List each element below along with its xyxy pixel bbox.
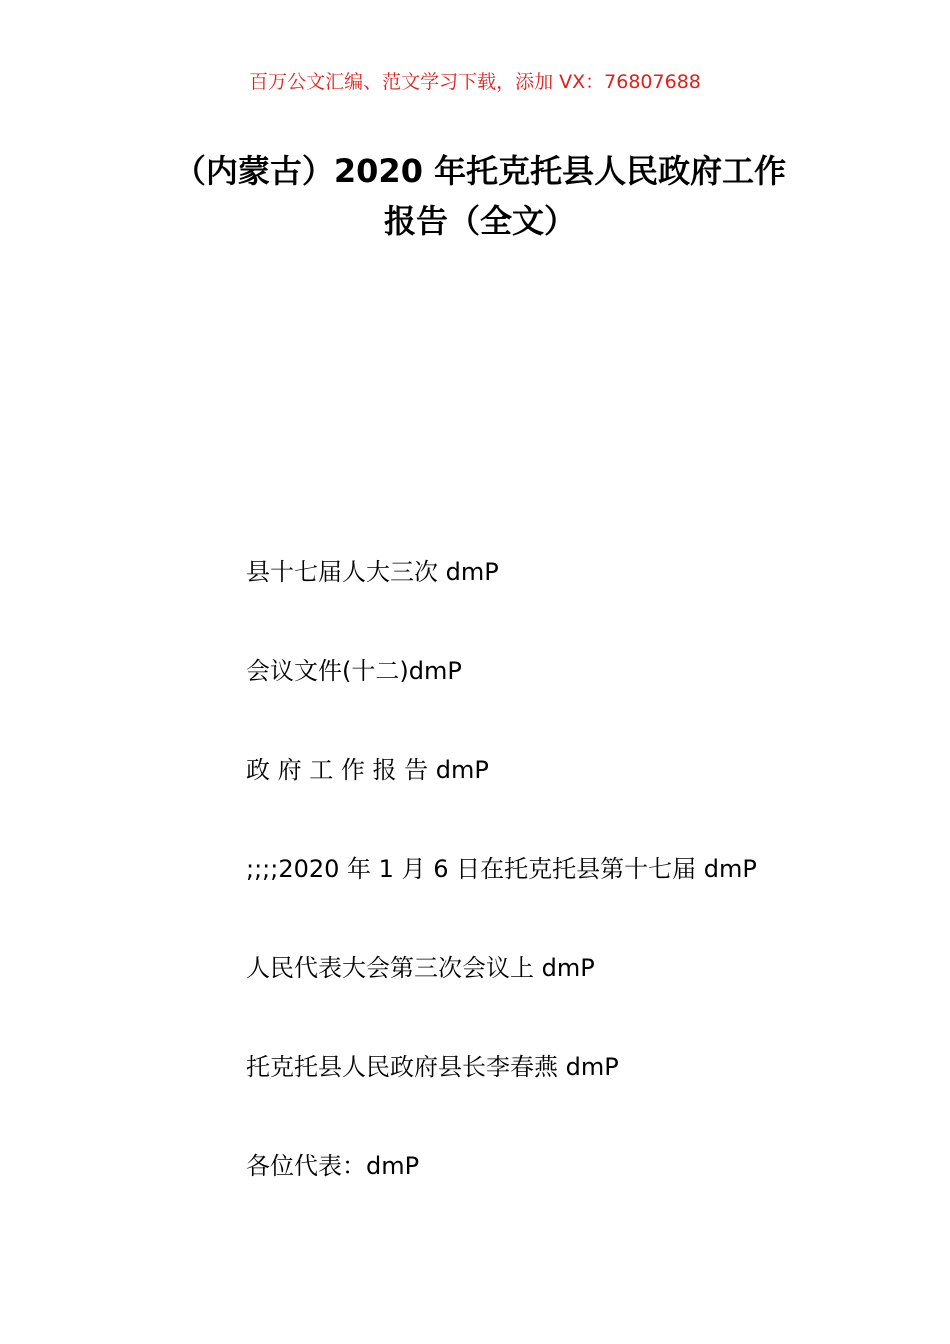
body-line-congress: 人民代表大会第三次会议上 dmP [246, 954, 595, 982]
body-line-salutation: 各位代表：dmP [246, 1152, 420, 1180]
body-line-session: 县十七届人大三次 dmP [246, 558, 499, 586]
document-body [246, 552, 866, 1245]
body-line-speaker: 托克托县人民政府县长李春燕 dmP [246, 1053, 619, 1081]
document-title-line-1: （内蒙古）2020 年托克托县人民政府工作 [173, 152, 787, 190]
header-download-note: 百万公文汇编、范文学习下载，添加 VX：76807688 [249, 71, 701, 93]
body-line-date: ;;;;2020 年 1 月 6 日在托克托县第十七届 dmP [246, 855, 757, 883]
body-line-meeting-document: 会议文件(十二)dmP [246, 657, 462, 685]
document-title-line-2: 报告（全文） [383, 202, 576, 240]
body-line-report-heading: 政 府 工 作 报 告 dmP [246, 756, 489, 784]
document-title [150, 146, 810, 246]
